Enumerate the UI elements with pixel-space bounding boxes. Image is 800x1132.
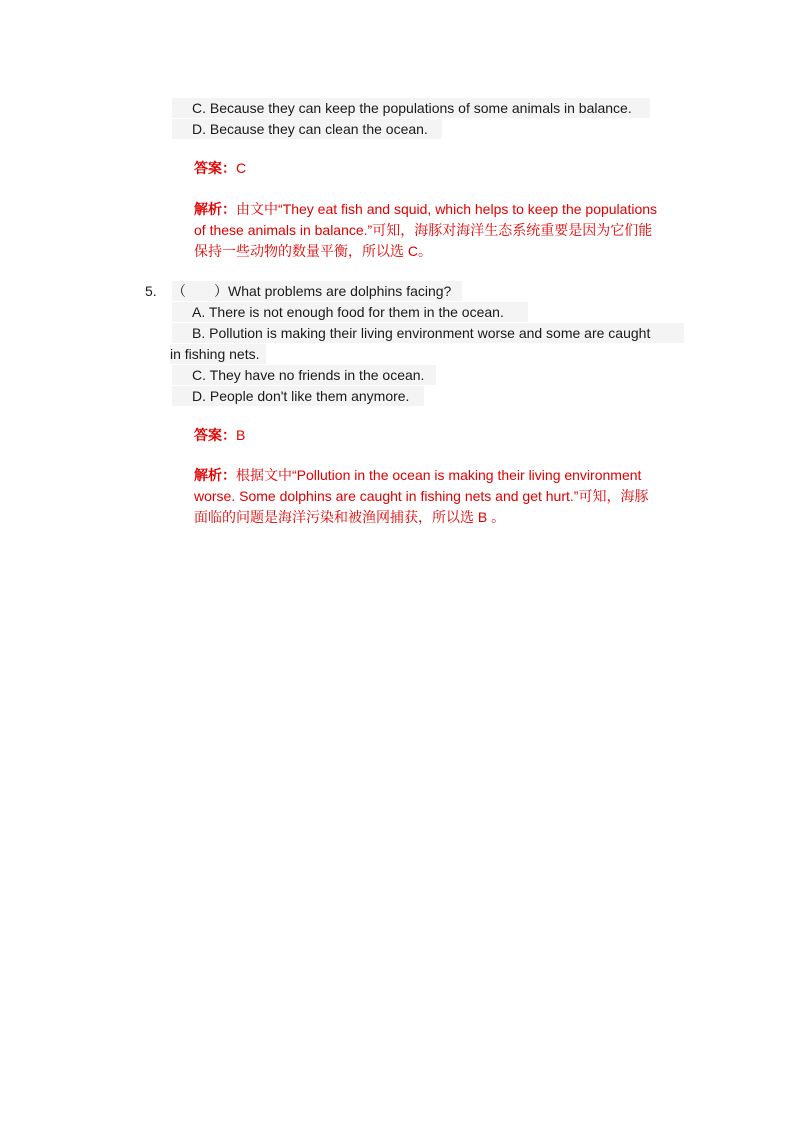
q5-analysis-line-3: 面临的问题是海洋污染和被渔网捕获，所以选 B 。 [194, 509, 506, 525]
q5-option-c: C. They have no friends in the ocean. [172, 365, 436, 385]
q5-answer [194, 425, 245, 445]
analysis-label: 解析： [194, 467, 236, 483]
analysis-text: 根据文中“Pollution in the ocean is making their living environment [236, 467, 642, 483]
answer-label: 答案： [194, 160, 236, 176]
q5-option-d: D. People don't like them anymore. [172, 386, 424, 406]
q5-option-b-line-1: B. Pollution is making their living environment worse and some are caught [172, 323, 684, 343]
q5-option-a: A. There is not enough food for them in the ocean. [172, 302, 528, 322]
q5-stem [172, 281, 462, 301]
q4-analysis-line-1 [194, 199, 657, 219]
answer-value: B [236, 427, 246, 443]
q5-option-b-line-2: in fishing nets. [170, 344, 266, 364]
q4-answer [194, 158, 246, 178]
question-number: 5. [145, 283, 157, 299]
answer-blank: （ ） [172, 283, 228, 299]
analysis-label: 解析： [194, 201, 236, 217]
question-text: What problems are dolphins facing? [228, 283, 452, 299]
q4-analysis-line-3: 保持一些动物的数量平衡，所以选 C。 [194, 243, 432, 259]
q5-analysis-line-2: worse. Some dolphins are caught in fishing nets and get hurt.”可知，海豚 [194, 488, 649, 504]
q4-option-c: C. Because they can keep the populations of some animals in balance. [172, 98, 650, 118]
answer-value: C [236, 160, 247, 176]
q5-analysis-line-1 [194, 465, 641, 485]
q4-option-d: D. Because they can clean the ocean. [172, 119, 442, 139]
answer-label: 答案： [194, 427, 236, 443]
q4-analysis-line-2: of these animals in balance.”可知，海豚对海洋生态系统重要是因为它们能 [194, 222, 653, 238]
analysis-text: 由文中“They eat fish and squid, which helps to keep the populations [236, 201, 658, 217]
